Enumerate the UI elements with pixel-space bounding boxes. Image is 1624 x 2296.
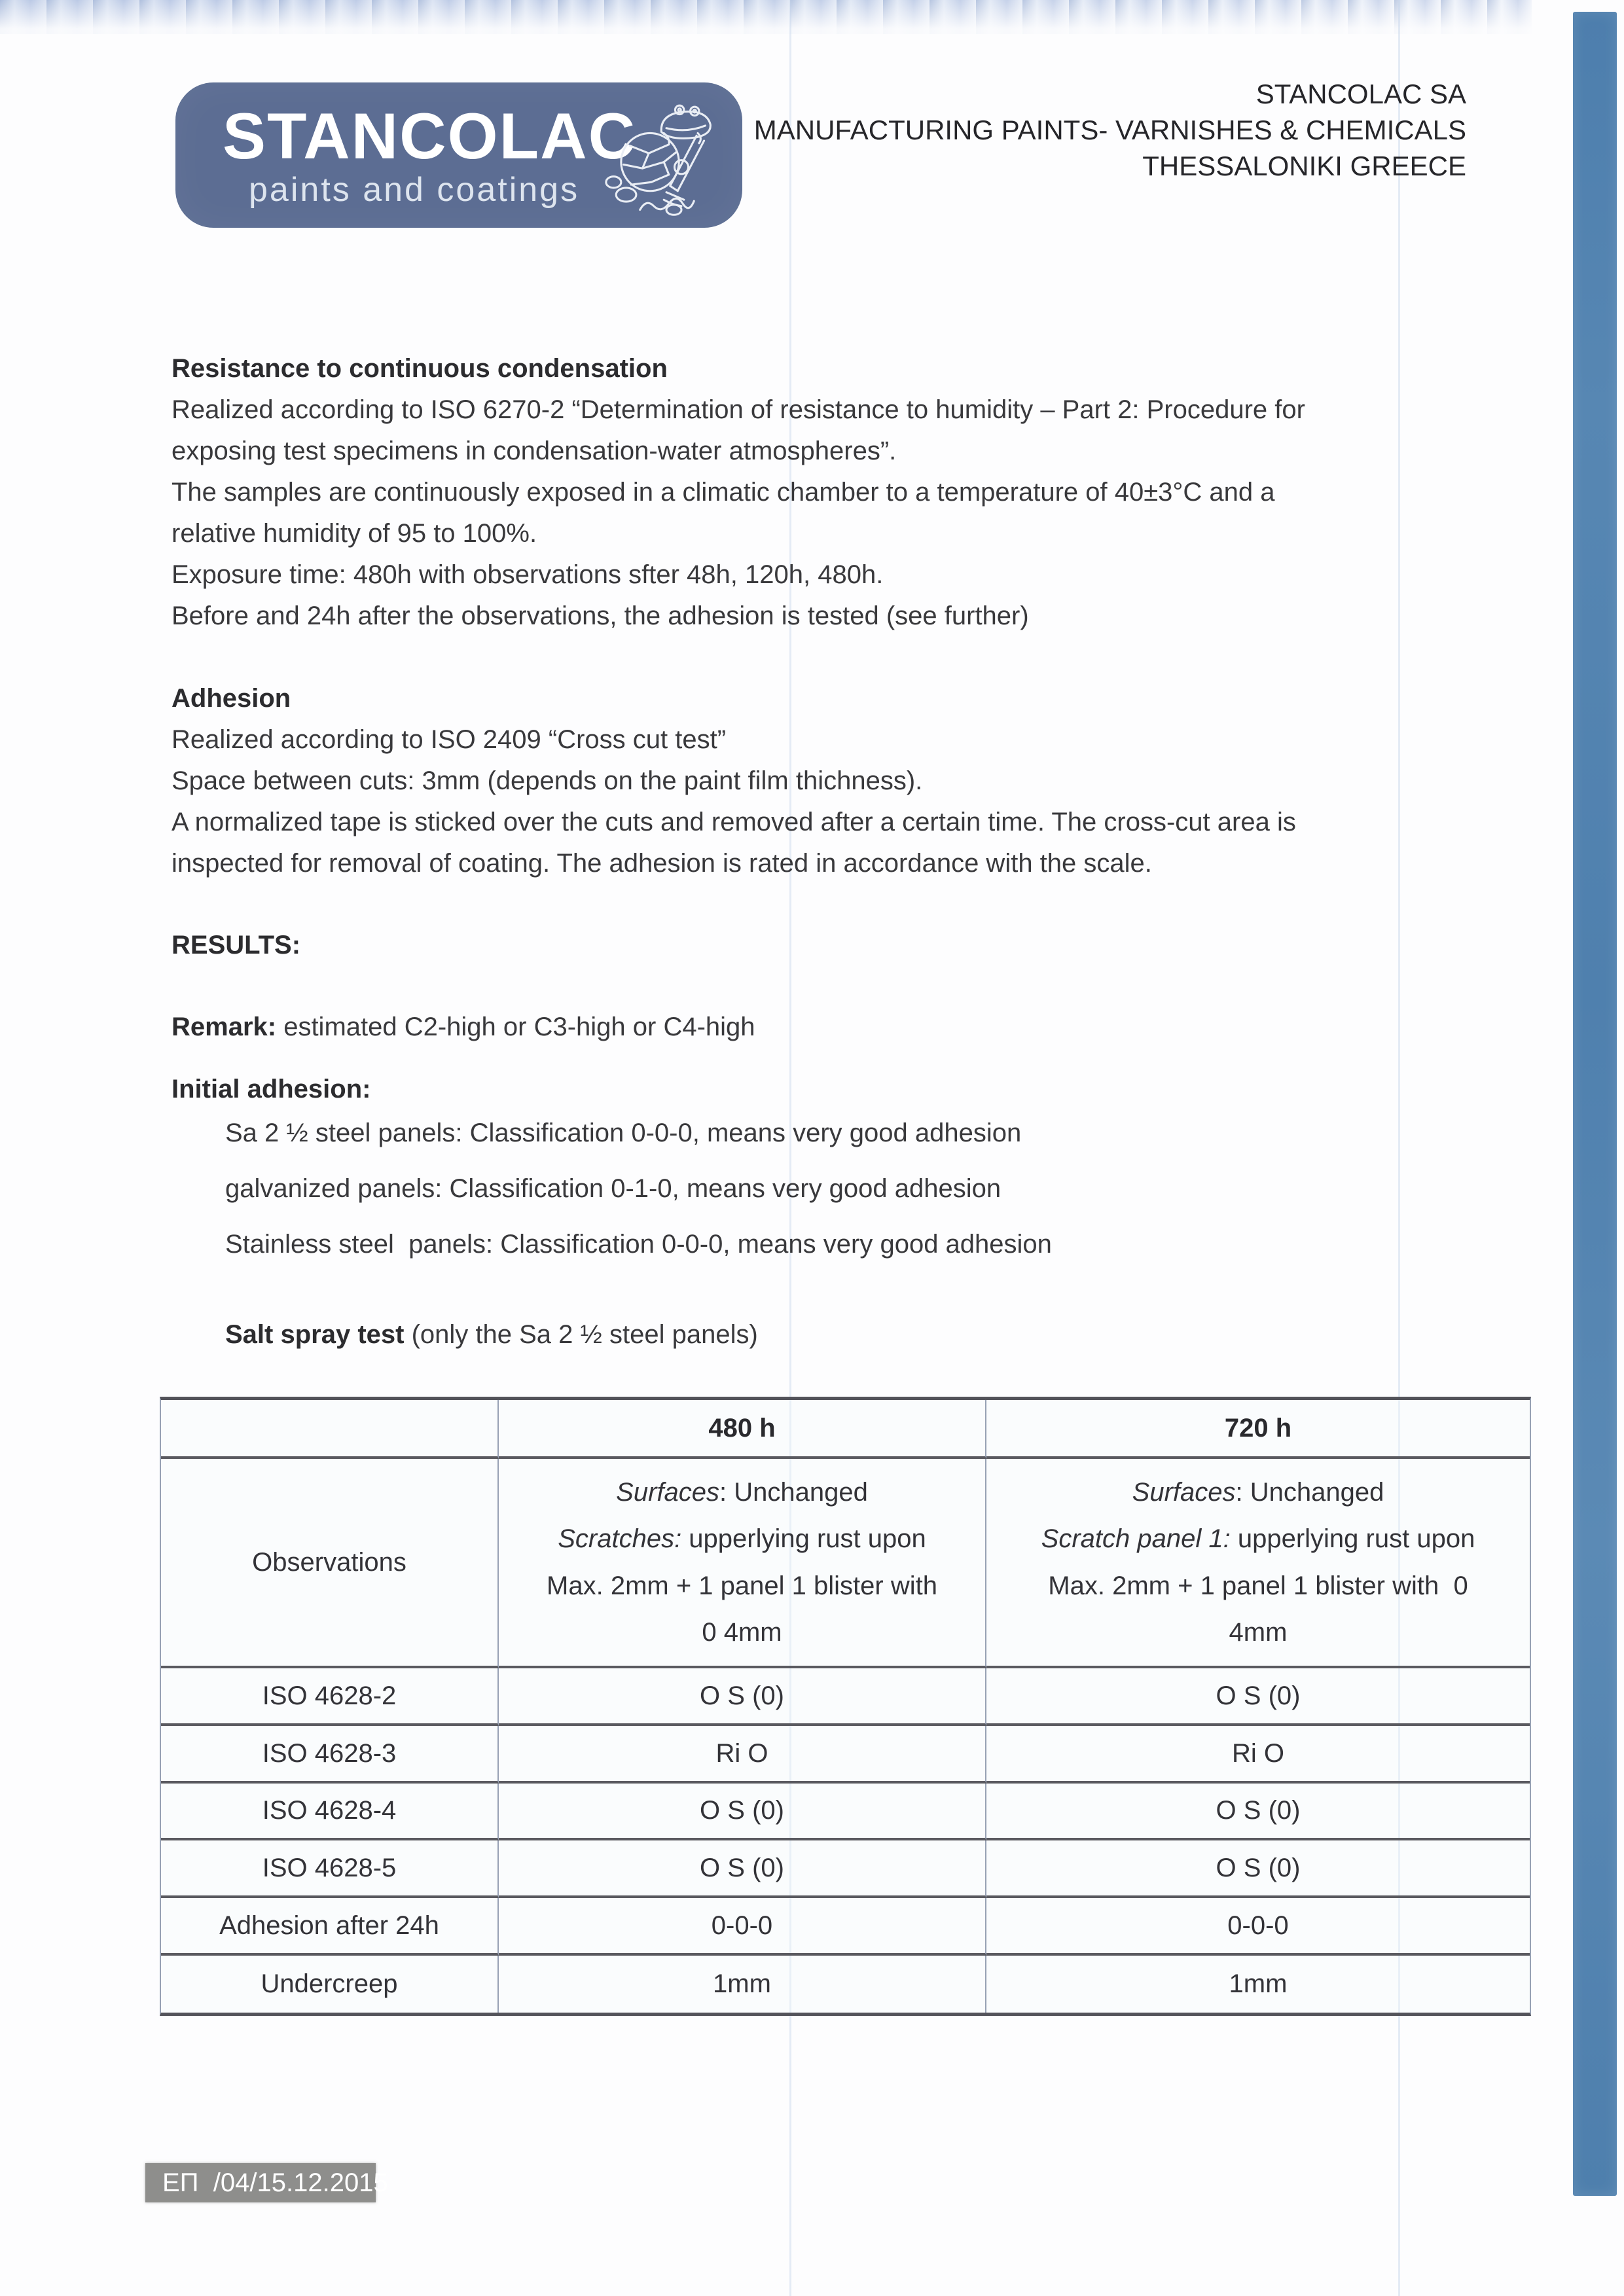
- table-row-label: ISO 4628-4: [161, 1784, 499, 1840]
- paragraph-line: Before and 24h after the observations, the adhesion is tested (see further): [171, 601, 1029, 630]
- table-cell-480h: O S (0): [499, 1784, 986, 1840]
- table-cell-480h: 0-0-0: [499, 1898, 986, 1956]
- table-row-label: Undercreep: [161, 1956, 499, 2013]
- section-title: Resistance to continuous condensation: [171, 354, 668, 383]
- adhesion-item: galvanized panels: Classification 0-1-0, means very good adhesion: [225, 1174, 1001, 1203]
- obs-line: [616, 1476, 868, 1509]
- table-cell-720h: O S (0): [986, 1840, 1530, 1898]
- section-title: Initial adhesion:: [171, 1075, 371, 1103]
- salt-spray-subtitle: (only the Sa 2 ½ steel panels): [404, 1320, 758, 1349]
- paragraph-line: Realized according to ISO 2409 “Cross cut test”: [171, 725, 727, 754]
- table-row-label: Adhesion after 24h: [161, 1898, 499, 1956]
- obs-line: [558, 1522, 926, 1555]
- results-heading-block: [171, 925, 1477, 966]
- table-cell-720h: O S (0): [986, 1668, 1530, 1726]
- scan-noise-band: [0, 0, 1532, 34]
- table-cell-480h: 1mm: [499, 1956, 986, 2013]
- paragraph-line: Space between cuts: 3mm (depends on the paint film thichness).: [171, 766, 923, 795]
- paragraph-line: Exposure time: 480h with observations sfter 48h, 120h, 480h.: [171, 560, 884, 589]
- table-cell-720h: 1mm: [1229, 1969, 1288, 1998]
- obs-line: 0 4mm: [702, 1617, 782, 1647]
- table-cell-720h: Ri O: [986, 1726, 1530, 1784]
- table-row-label: ISO 4628-2: [161, 1668, 499, 1726]
- company-name: STANCOLAC SA: [1255, 79, 1466, 109]
- salt-spray-title: Salt spray test: [225, 1320, 405, 1349]
- remark-line: [171, 1007, 1477, 1048]
- obs-surfaces-label: Surfaces: [616, 1478, 719, 1507]
- section-initial-adhesion: [171, 1069, 1477, 1280]
- obs-scratch-label: Scratches:: [558, 1524, 682, 1554]
- obs-scratch-label: Scratch panel 1:: [1041, 1524, 1231, 1554]
- table-cell-480h: O S (0): [499, 1840, 986, 1898]
- salt-spray-heading: [171, 1314, 1477, 1355]
- turtle-mascot-icon: [604, 92, 729, 220]
- section-title: Adhesion: [171, 684, 291, 713]
- obs-surfaces-label: Surfaces: [1132, 1478, 1236, 1507]
- obs-scratch-text: upperlying rust upon: [681, 1524, 926, 1554]
- table-header-720h: 720 h: [986, 1400, 1530, 1459]
- salt-spray-heading-block: [171, 1314, 1477, 1355]
- obs-surfaces-text: : Unchanged: [719, 1478, 868, 1507]
- brand-name: STANCOLAC: [223, 99, 637, 172]
- company-location: THESSALONIKI GREECE: [1142, 151, 1466, 181]
- table-cell-720h: 0-0-0: [986, 1898, 1530, 1956]
- company-address-block: [746, 76, 1466, 184]
- table-row-label: ISO 4628-3: [161, 1726, 499, 1784]
- table-cell-480h: O S (0): [499, 1668, 986, 1726]
- remark-block: [171, 1007, 1477, 1048]
- remark-text: estimated C2-high or C3-high or C4-high: [276, 1013, 755, 1041]
- observations-720h-cell: [986, 1459, 1530, 1668]
- obs-line: Max. 2mm + 1 panel 1 blister with 0: [1048, 1571, 1468, 1600]
- paragraph-line: Realized according to ISO 6270-2 “Determination of resistance to humidity – Part 2: Procedure for: [171, 395, 1305, 424]
- table-header-empty: [161, 1400, 499, 1459]
- paragraph-line: relative humidity of 95 to 100%.: [171, 519, 537, 548]
- section-condensation: [171, 348, 1477, 637]
- obs-line: 4mm: [1229, 1617, 1288, 1647]
- adhesion-item: Sa 2 ½ steel panels: Classification 0-0-0, means very good adhesion: [225, 1119, 1022, 1147]
- table-row-label: ISO 4628-5: [161, 1840, 499, 1898]
- paragraph-line: exposing test specimens in condensation-water atmospheres”.: [171, 437, 897, 465]
- observations-480h-cell: [499, 1459, 986, 1668]
- table-cell-480h: Ri O: [499, 1726, 986, 1784]
- company-activity: MANUFACTURING PAINTS- VARNISHES & CHEMICALS: [753, 115, 1466, 145]
- paragraph-line: inspected for removal of coating. The adhesion is rated in accordance with the scale.: [171, 849, 1152, 878]
- obs-line: [1041, 1522, 1475, 1555]
- paragraph-line: The samples are continuously exposed in a climatic chamber to a temperature of 40±3°C and a: [171, 478, 1275, 507]
- section-adhesion: [171, 678, 1477, 884]
- table-cell-720h: O S (0): [986, 1784, 1530, 1840]
- adhesion-item: Stainless steel panels: Classification 0-0-0, means very good adhesion: [225, 1230, 1052, 1259]
- obs-line: [1132, 1476, 1384, 1509]
- remark-label: Remark:: [171, 1013, 277, 1041]
- salt-spray-table: [160, 1397, 1531, 2016]
- document-code-stamp: EΠ /04/15.12.2015: [145, 2163, 376, 2202]
- results-heading: RESULTS:: [171, 931, 301, 960]
- table-header-480h: 480 h: [499, 1400, 986, 1459]
- row-label-observations: Observations: [161, 1459, 499, 1668]
- brand-logo: [175, 82, 742, 228]
- obs-surfaces-text: : Unchanged: [1235, 1478, 1384, 1507]
- brand-tagline: paints and coatings: [249, 171, 580, 209]
- scan-edge-bar: [1573, 12, 1617, 2196]
- obs-scratch-text: upperlying rust upon: [1230, 1524, 1475, 1554]
- paragraph-line: A normalized tape is sticked over the cuts and removed after a certain time. The cross-cut area is: [171, 808, 1296, 836]
- obs-line: Max. 2mm + 1 panel 1 blister with: [547, 1571, 937, 1600]
